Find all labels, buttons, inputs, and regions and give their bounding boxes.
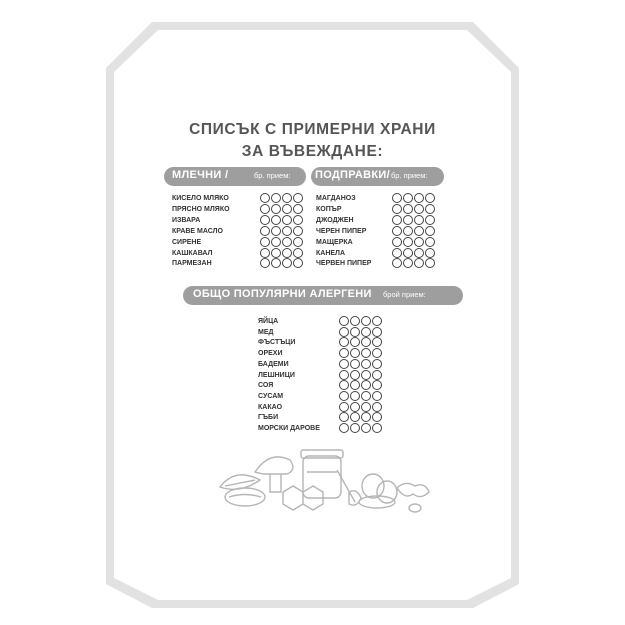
intake-checkbox[interactable] — [414, 204, 424, 214]
intake-checkbox[interactable] — [293, 237, 303, 247]
dairy-item-label: КРАВЕ МАСЛО — [172, 227, 223, 235]
allergens-item — [258, 348, 387, 359]
intake-checkbox[interactable] — [350, 316, 360, 326]
intake-checkbox[interactable] — [414, 237, 424, 247]
dairy-item — [172, 248, 308, 259]
spices-item-label: ЧЕРВЕН ПИПЕР — [316, 260, 372, 268]
intake-checkbox[interactable] — [271, 226, 281, 236]
intake-checkbox[interactable] — [425, 237, 435, 247]
intake-checkbox[interactable] — [372, 348, 382, 358]
intake-checkbox[interactable] — [392, 204, 402, 214]
spices-item — [316, 215, 440, 226]
spices-item-label: ДЖОДЖЕН — [316, 216, 354, 224]
spices-header — [311, 167, 444, 186]
allergens-item — [258, 316, 387, 327]
intake-checkbox[interactable] — [339, 391, 349, 401]
intake-checkbox[interactable] — [414, 248, 424, 258]
intake-checkbox[interactable] — [339, 380, 349, 390]
dairy-item-label: КАШКАВАЛ — [172, 249, 213, 257]
allergens-item — [258, 337, 387, 348]
intake-checkbox[interactable] — [372, 337, 382, 347]
intake-checkbox[interactable] — [350, 348, 360, 358]
dairy-item — [172, 226, 308, 237]
spices-item-label: КОПЪР — [316, 205, 342, 213]
intake-checkbox[interactable] — [403, 226, 413, 236]
intake-checkbox[interactable] — [339, 359, 349, 369]
intake-checkbox[interactable] — [361, 337, 371, 347]
intake-checkbox[interactable] — [260, 215, 270, 225]
intake-checkbox[interactable] — [414, 215, 424, 225]
intake-checkbox[interactable] — [271, 237, 281, 247]
intake-checkbox[interactable] — [361, 316, 371, 326]
allergens-item — [258, 402, 387, 413]
intake-checkbox[interactable] — [271, 215, 281, 225]
allergens-item — [258, 412, 387, 423]
allergens-item — [258, 423, 387, 434]
intake-checkbox[interactable] — [372, 402, 382, 412]
intake-checkbox[interactable] — [425, 193, 435, 203]
intake-checkbox[interactable] — [339, 370, 349, 380]
allergens-item-label: КАКАО — [258, 403, 283, 411]
intake-checkbox[interactable] — [425, 258, 435, 268]
intake-checkbox[interactable] — [414, 193, 424, 203]
dairy-item-label: СИРЕНЕ — [172, 238, 202, 246]
food-illustration — [215, 442, 440, 517]
intake-checkbox[interactable] — [361, 359, 371, 369]
intake-checkbox[interactable] — [339, 337, 349, 347]
intake-checkbox[interactable] — [282, 248, 292, 258]
intake-checkbox[interactable] — [350, 380, 360, 390]
intake-checkbox[interactable] — [339, 412, 349, 422]
title-line-2: ЗА ВЪВЕЖДАНЕ: — [241, 143, 384, 160]
spices-item — [316, 258, 440, 269]
intake-checkbox[interactable] — [392, 215, 402, 225]
allergens-item-label: БАДЕМИ — [258, 360, 289, 368]
intake-checkbox[interactable] — [293, 226, 303, 236]
intake-checkbox[interactable] — [392, 248, 402, 258]
intake-checkbox[interactable] — [425, 215, 435, 225]
spices-item-label: МАЩЕРКА — [316, 238, 353, 246]
allergens-item-label: ЛЕШНИЦИ — [258, 371, 295, 379]
dairy-item — [172, 193, 308, 204]
intake-checkbox[interactable] — [372, 380, 382, 390]
intake-checkbox[interactable] — [339, 316, 349, 326]
intake-checkbox[interactable] — [372, 370, 382, 380]
intake-checkbox[interactable] — [282, 215, 292, 225]
intake-checkbox[interactable] — [403, 258, 413, 268]
intake-checkbox[interactable] — [282, 226, 292, 236]
intake-checkbox[interactable] — [403, 204, 413, 214]
intake-checkbox[interactable] — [293, 204, 303, 214]
intake-checkbox[interactable] — [372, 359, 382, 369]
spices-item — [316, 248, 440, 259]
intake-checkbox[interactable] — [293, 193, 303, 203]
spices-item — [316, 237, 440, 248]
spices-count-label: бр. прием: — [391, 171, 428, 180]
intake-checkbox[interactable] — [293, 248, 303, 258]
mushroom-icon — [255, 457, 293, 492]
intake-checkbox[interactable] — [403, 237, 413, 247]
spices-item — [316, 193, 440, 204]
intake-checkbox[interactable] — [350, 391, 360, 401]
intake-checkbox[interactable] — [271, 204, 281, 214]
spices-header-label: ПОДПРАВКИ/ — [315, 169, 390, 181]
intake-checkbox[interactable] — [361, 327, 371, 337]
intake-checkbox[interactable] — [425, 204, 435, 214]
intake-checkbox[interactable] — [403, 248, 413, 258]
spices-item — [316, 204, 440, 215]
intake-checkbox[interactable] — [350, 327, 360, 337]
intake-checkbox[interactable] — [293, 258, 303, 268]
intake-checkbox[interactable] — [350, 423, 360, 433]
intake-checkbox[interactable] — [425, 248, 435, 258]
intake-checkbox[interactable] — [350, 412, 360, 422]
intake-checkbox[interactable] — [372, 327, 382, 337]
intake-checkbox[interactable] — [282, 258, 292, 268]
intake-checkbox[interactable] — [392, 226, 402, 236]
intake-checkbox[interactable] — [282, 204, 292, 214]
intake-checkbox[interactable] — [350, 359, 360, 369]
spices-item-label: КАНЕЛА — [316, 249, 346, 257]
spices-item — [316, 226, 440, 237]
intake-checkbox[interactable] — [260, 237, 270, 247]
allergens-item — [258, 380, 387, 391]
spices-item-label: МАГДАНОЗ — [316, 195, 356, 202]
intake-checkbox[interactable] — [271, 258, 281, 268]
dairy-item-label: ПРЯСНО МЛЯКО — [172, 205, 230, 213]
intake-checkbox[interactable] — [361, 380, 371, 390]
allergens-item-label: СУСАМ — [258, 392, 284, 400]
intake-checkbox[interactable] — [260, 193, 270, 203]
dairy-item — [172, 258, 308, 269]
intake-checkbox[interactable] — [392, 193, 402, 203]
intake-checkbox[interactable] — [392, 237, 402, 247]
intake-checkbox[interactable] — [361, 423, 371, 433]
intake-checkbox[interactable] — [361, 348, 371, 358]
dairy-header-label: МЛЕЧНИ / — [172, 169, 229, 181]
allergens-item-label: ФЪСТЪЦИ — [258, 339, 296, 347]
dairy-header — [164, 167, 306, 186]
intake-checkbox[interactable] — [260, 248, 270, 258]
intake-checkbox[interactable] — [392, 258, 402, 268]
intake-checkbox[interactable] — [372, 391, 382, 401]
leaf-icon — [220, 475, 260, 489]
allergens-item — [258, 359, 387, 370]
intake-checkbox[interactable] — [271, 248, 281, 258]
intake-checkbox[interactable] — [372, 423, 382, 433]
dairy-item — [172, 204, 308, 215]
intake-checkbox[interactable] — [372, 412, 382, 422]
dairy-item — [172, 237, 308, 248]
intake-checkbox[interactable] — [260, 204, 270, 214]
intake-checkbox[interactable] — [282, 237, 292, 247]
intake-checkbox[interactable] — [414, 226, 424, 236]
title-line-1: СПИСЪК С ПРИМЕРНИ ХРАНИ — [189, 121, 436, 138]
intake-checkbox[interactable] — [361, 370, 371, 380]
allergens-item-label: СОЯ — [258, 382, 274, 390]
intake-checkbox[interactable] — [350, 337, 360, 347]
intake-checkbox[interactable] — [403, 215, 413, 225]
intake-checkbox[interactable] — [282, 193, 292, 203]
allergens-item-label: ГЪБИ — [258, 414, 279, 422]
intake-checkbox[interactable] — [361, 412, 371, 422]
egg-icon — [362, 474, 384, 498]
intake-checkbox[interactable] — [293, 215, 303, 225]
dairy-count-label: бр. прием: — [254, 171, 291, 180]
intake-checkbox[interactable] — [339, 348, 349, 358]
dairy-item — [172, 215, 308, 226]
dairy-item-label: КИСЕЛО МЛЯКО — [172, 195, 229, 202]
allergens-item — [258, 370, 387, 381]
intake-checkbox[interactable] — [403, 193, 413, 203]
allergens-header-label: ОБЩО ПОПУЛЯРНИ АЛЕРГЕНИ — [193, 288, 372, 300]
intake-checkbox[interactable] — [350, 370, 360, 380]
intake-checkbox[interactable] — [339, 402, 349, 412]
intake-checkbox[interactable] — [425, 226, 435, 236]
intake-checkbox[interactable] — [361, 391, 371, 401]
intake-checkbox[interactable] — [339, 423, 349, 433]
allergens-item-label: ОРЕХИ — [258, 350, 283, 358]
intake-checkbox[interactable] — [361, 402, 371, 412]
allergens-item-label: МЕД — [258, 328, 274, 336]
peanut-icon — [397, 483, 429, 496]
intake-checkbox[interactable] — [414, 258, 424, 268]
intake-checkbox[interactable] — [260, 258, 270, 268]
dairy-item-label: ПАРМЕЗАН — [172, 260, 212, 268]
allergens-item-label: ЯЙЦА — [258, 318, 279, 325]
intake-checkbox[interactable] — [271, 193, 281, 203]
allergens-count-label: брой прием: — [383, 290, 426, 299]
allergens-item — [258, 391, 387, 402]
allergens-item-label: МОРСКИ ДАРОВЕ — [258, 425, 320, 432]
intake-checkbox[interactable] — [372, 316, 382, 326]
spices-item-label: ЧЕРЕН ПИПЕР — [316, 227, 367, 235]
dairy-item-label: ИЗВАРА — [172, 216, 201, 224]
intake-checkbox[interactable] — [260, 226, 270, 236]
intake-checkbox[interactable] — [350, 402, 360, 412]
allergens-header — [183, 286, 463, 305]
intake-checkbox[interactable] — [339, 327, 349, 337]
allergens-item — [258, 327, 387, 338]
